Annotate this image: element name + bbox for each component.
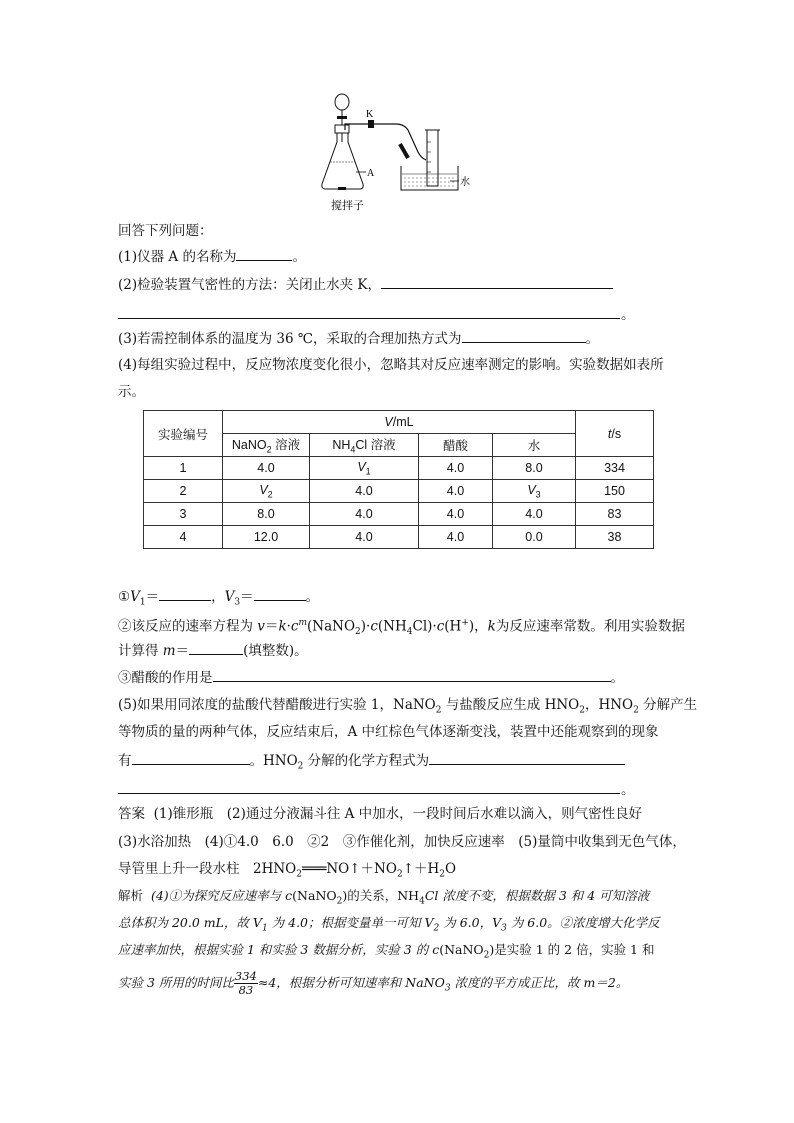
q4a-v3-sub: 3 [234, 597, 241, 608]
q5-sub2: 2 [579, 705, 585, 716]
analysis-text8: 应速率加快，根据实验 1 和实验 3 数据分析，实验 3 的 [118, 942, 433, 957]
analysis-label: 解析 [118, 888, 144, 903]
experiment-table [143, 410, 654, 549]
q4a-eq1: ＝ [145, 589, 160, 605]
analysis-text12: 浓度的平方成正比，故 [450, 975, 584, 990]
q5-sub4: 2 [297, 761, 304, 772]
analysis-text3: Cl 浓度不变，根据数据 3 和 4 可知溶液 [424, 888, 650, 903]
q2-end: 。 [621, 307, 635, 323]
header-volume-var: V [384, 415, 393, 429]
cell-id: 3 [144, 503, 223, 526]
analysis-line4 [118, 968, 628, 1004]
header-nano2-pre: NaNO [231, 438, 267, 453]
analysis-v3: V [492, 915, 502, 930]
header-nano2 [223, 434, 310, 457]
cell-nh4cl: 4.0 [310, 526, 419, 549]
analysis-v3-sub: 3 [501, 923, 507, 934]
header-nano2-sub: 2 [266, 444, 272, 455]
q5-blank1 [132, 750, 250, 765]
analysis-text11: ≈4，根据分析可知速率和 NaNO [257, 975, 445, 990]
header-nh4cl [310, 434, 419, 457]
analysis-v2: V [424, 915, 434, 930]
q2-rule [118, 318, 620, 319]
cell-id: 4 [144, 526, 223, 549]
analysis-line2 [118, 913, 660, 939]
q4c-text: ③醋酸的作用是 [118, 670, 213, 686]
q2-blank [381, 274, 613, 289]
cell-nh4cl [310, 457, 419, 480]
fraction-denominator: 83 [238, 983, 254, 997]
q1-blank [236, 246, 292, 261]
q5-end: 。 [621, 782, 635, 798]
q4c-blank [213, 667, 611, 682]
q5-text7: 分解的化学方程式为 [303, 753, 430, 769]
q5-text6: 。HNO [249, 753, 298, 769]
q4b-dot: · [286, 618, 291, 635]
label-k: K [366, 109, 374, 120]
q5-text4: 分解产生 [638, 697, 698, 713]
q4a-comma: ， [211, 589, 225, 605]
q1-text: (1)仪器 A 的名称为 [118, 249, 237, 265]
q4a-lead: ① [118, 589, 131, 605]
answer-text4: ═══NO↑＋NO [301, 861, 397, 877]
header-acid: 醋酸 [419, 434, 493, 457]
q4b-text2: 为反应速率常数。利用实验数据 [495, 618, 685, 635]
header-nh4cl-sub: 4 [350, 444, 356, 455]
header-water: 水 [493, 434, 576, 457]
apparatus-diagram [300, 92, 480, 214]
header-id: 实验编号 [144, 411, 223, 457]
question-4-2-line1 [118, 613, 685, 642]
q5-text5: 有 [118, 753, 132, 769]
answer-text6: O [445, 861, 457, 877]
header-nh4cl-post: Cl 溶液 [355, 438, 396, 453]
cell-acid: 4.0 [419, 457, 493, 480]
analysis-fraction [234, 970, 258, 997]
q4b-blank [189, 640, 243, 655]
answer-text5: ↑＋H [402, 861, 440, 877]
analysis-c1: c [285, 888, 293, 903]
answer-line1 [118, 804, 642, 824]
answer-sub2: 2 [396, 869, 403, 880]
cell-nh4cl: 4.0 [310, 503, 419, 526]
q4b-nano2: (NaNO [307, 618, 356, 635]
q4a-v1-sub: 1 [139, 597, 146, 608]
q5-text2: 与盐酸反应生成 HNO [441, 697, 580, 713]
table-row [144, 526, 654, 549]
cell-time: 334 [576, 457, 654, 480]
cell-nano2: 4.0 [223, 457, 310, 480]
analysis-text6: 为 6.0， [439, 915, 493, 930]
question-3 [118, 328, 599, 349]
table-row [144, 480, 654, 503]
fraction-numerator: 334 [234, 969, 257, 983]
answer-text1: (1)锥形瓶 (2)通过分液漏斗往 A 中加水，一段时间后水难以滴入，则气密性良好 [153, 806, 643, 822]
cell-time: 83 [576, 503, 654, 526]
analysis-nano2: (NaNO [292, 888, 337, 903]
q1-end: 。 [292, 249, 306, 265]
q4a-blank1 [159, 586, 211, 601]
question-4-line2: 示。 [118, 384, 145, 400]
question-4-1 [118, 586, 319, 613]
cell-v2-sub: 2 [267, 489, 273, 500]
answer-sub3: 2 [439, 869, 446, 880]
q5-blank2 [429, 750, 625, 765]
q4b-c3: c [436, 618, 445, 635]
question-1 [118, 246, 306, 267]
question-4-2-line2 [118, 640, 308, 661]
cell-acid: 4.0 [419, 503, 493, 526]
analysis-text13: ＝2。 [595, 975, 629, 990]
header-time-unit: /s [611, 426, 622, 441]
answer-sub1: 2 [296, 869, 302, 880]
cell-id: 2 [144, 480, 223, 503]
table-row [144, 503, 654, 526]
analysis-nano2b: (NaNO [439, 942, 484, 957]
cell-v2-var: V [259, 482, 268, 497]
q4b-m: m [298, 618, 308, 628]
q4b-v: v [257, 618, 265, 635]
q4a-end: 。 [305, 589, 320, 605]
q4b-text3: 计算得 [118, 643, 163, 659]
q4b-c1: c [290, 618, 299, 635]
label-stirrer: 搅拌子 [331, 199, 364, 212]
analysis-v2-sub: 2 [433, 923, 440, 934]
question-2 [118, 274, 613, 295]
q5-sub1: 2 [435, 705, 442, 716]
q4b-k: k [278, 618, 287, 635]
cell-time: 38 [576, 526, 654, 549]
analysis-m: m [583, 975, 596, 990]
analysis-text7: 为 6.0。②浓度增大化学反 [506, 915, 660, 930]
q4b-nano2-close: )· [360, 618, 371, 635]
header-time [576, 411, 654, 457]
q4b-eq2: ＝ [175, 643, 190, 659]
label-water: 水 [460, 177, 470, 188]
q4a-blank2 [254, 586, 306, 601]
q5-text1: (5)如果用同浓度的盐酸代替醋酸进行实验 1，NaNO [118, 697, 436, 713]
q5-sub3: 2 [633, 705, 639, 716]
analysis-sub1: 2 [336, 896, 343, 907]
q5-text3: ，HNO [584, 697, 634, 713]
cell-v1-var: V [357, 459, 366, 474]
table-row [144, 457, 654, 480]
q4b-text1: ②该反应的速率方程为 [118, 618, 258, 635]
label-a: A [367, 168, 375, 179]
question-4-3 [118, 667, 624, 688]
analysis-text4: 总体积为 20.0 mL，故 [118, 915, 253, 930]
header-volume [223, 411, 576, 434]
q4b-h-close: )， [468, 618, 488, 635]
analysis-sub4: 3 [444, 983, 451, 994]
question-5-line3 [118, 750, 625, 777]
q4a-v3: V [224, 589, 235, 605]
q4b-nh4-close: Cl)· [412, 618, 437, 635]
header-volume-unit: /mL [392, 415, 414, 429]
analysis-c2: c [432, 942, 440, 957]
cell-nh4cl: 4.0 [310, 480, 419, 503]
cell-nano2: 12.0 [223, 526, 310, 549]
q2-text: (2)检验装置气密性的方法：关闭止水夹 K， [118, 277, 381, 293]
question-5-line1 [118, 695, 697, 721]
q5-rule [118, 793, 620, 794]
q4b-m2: m [162, 643, 176, 659]
analysis-text10: 实验 3 所用的时间比 [118, 975, 234, 990]
analysis-text1: (4)①为探究反应速率与 [150, 888, 286, 903]
q4b-c2: c [370, 618, 378, 635]
cell-acid: 4.0 [419, 480, 493, 503]
cell-acid: 4.0 [419, 526, 493, 549]
analysis-line3 [118, 940, 654, 966]
question-5-line2: 等物质的量的两种气体，反应结束后，A 中红棕色气体逐渐变浅，装置中还能观察到的现象 [118, 724, 659, 740]
analysis-text5: 为 4.0；根据变量单一可知 [267, 915, 425, 930]
q4b-h-sup: + [461, 618, 469, 628]
q3-text: (3)若需控制体系的温度为 36 ℃，采取的合理加热方式为 [118, 331, 462, 347]
q4a-v1: V [130, 589, 140, 605]
header-nh4cl-pre: NH [332, 438, 351, 453]
cell-nano2 [223, 480, 310, 503]
cell-water: 4.0 [493, 503, 576, 526]
analysis-line1 [118, 886, 649, 912]
cell-v3-sub: 3 [535, 489, 541, 500]
analysis-sub2: 4 [419, 896, 425, 907]
q4b-nh4: (NH [377, 618, 407, 635]
header-nano2-post: 溶液 [271, 438, 301, 453]
q4b-nano2-sub: 2 [355, 627, 361, 638]
cell-time: 150 [576, 480, 654, 503]
q4b-eq: ＝ [264, 618, 279, 635]
cell-water: 8.0 [493, 457, 576, 480]
question-4-line1: (4)每组实验过程中，反应物浓度变化很小，忽略其对反应速率测定的影响。实验数据如表所 [118, 357, 664, 373]
analysis-sub3: 2 [483, 950, 490, 961]
answer-text3: 导管里上升一段水柱 2HNO [118, 861, 297, 877]
header-time-var: t [607, 426, 612, 441]
apparatus-figure [300, 92, 480, 214]
cell-nano2: 8.0 [223, 503, 310, 526]
analysis-text9: )是实验 1 的 2 倍，实验 1 和 [489, 942, 655, 957]
cell-v1-sub: 1 [365, 466, 371, 477]
q4b-h: (H [444, 618, 462, 635]
q4c-end: 。 [610, 670, 624, 686]
q4b-nh4-sub: 4 [406, 627, 413, 638]
cell-water [493, 480, 576, 503]
cell-v3-var: V [527, 482, 536, 497]
q4b-k2: k [487, 618, 496, 635]
cell-water: 0.0 [493, 526, 576, 549]
analysis-v1: V [252, 915, 262, 930]
analysis-text2: )的关系，NH [342, 888, 420, 903]
analysis-v1-sub: 1 [261, 923, 268, 934]
q3-blank [462, 328, 586, 343]
answer-line2: (3)水浴加热 (4)①4.0 6.0 ②2 ③作催化剂，加快反应速率 (5)量筒中收集到无色气体， [118, 834, 686, 850]
q3-end: 。 [585, 331, 599, 347]
answer-label: 答案 [118, 806, 145, 822]
q4a-eq2: ＝ [240, 589, 254, 605]
q4b-text4: (填整数)。 [243, 643, 308, 659]
intro: 回答下列问题： [118, 223, 213, 239]
answer-line3 [118, 859, 456, 885]
cell-id: 1 [144, 457, 223, 480]
